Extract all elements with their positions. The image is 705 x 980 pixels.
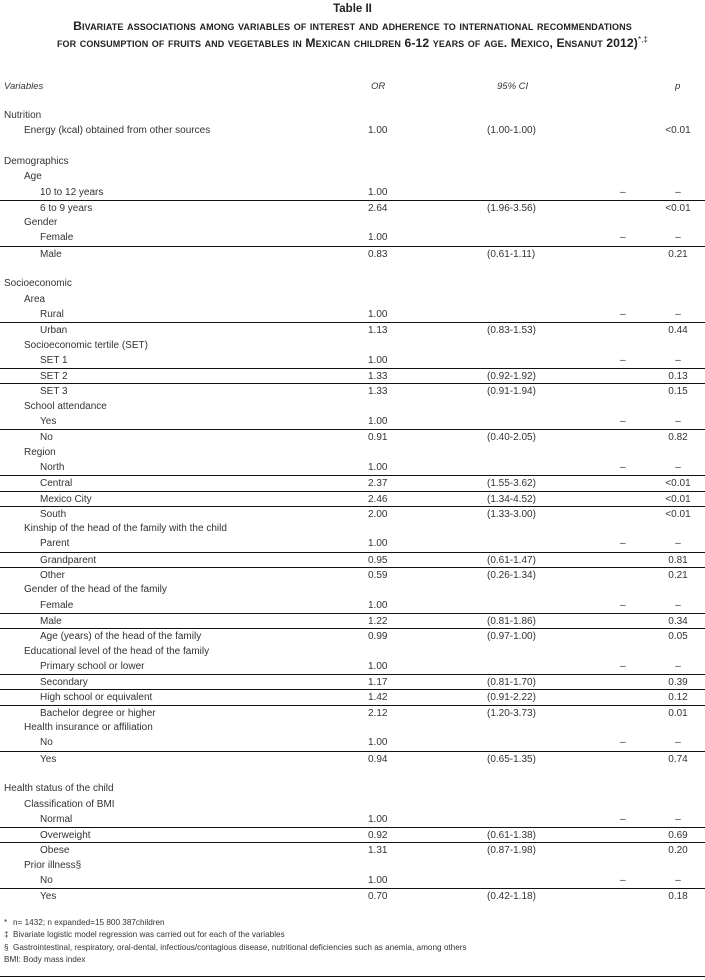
odds-ratio: 2.64 [368,202,388,214]
odds-ratio: 0.92 [368,830,388,842]
table-row [0,307,705,322]
row-label: Rural [40,308,64,320]
reference-dash: – [620,599,626,611]
row-label: 10 to 12 years [40,186,104,198]
reference-dash: – [620,813,626,825]
p-value: 0.34 [668,615,688,627]
table-row [0,827,705,843]
caption-footnote-marks: *,‡ [637,35,649,44]
odds-ratio: 0.91 [368,432,388,444]
table-row [0,613,705,629]
row-label: Urban [40,325,68,337]
row-label: Gender [24,217,58,229]
p-value: – [675,813,681,825]
bottom-rule [0,976,705,977]
p-value: 0.74 [668,753,688,765]
row-label: Female [40,599,74,611]
footnote-text: n= 1432; n expanded=15 800 387children [13,918,165,927]
p-value: – [675,308,681,320]
reference-dash: – [620,737,626,749]
p-value: 0.21 [668,570,688,581]
row-label: Central [40,478,73,490]
header-ci: 95% CI [497,81,529,92]
odds-ratio: 1.17 [368,677,388,689]
table-row [0,230,705,245]
p-value: – [675,599,681,611]
p-value: – [675,538,681,550]
odds-ratio: 2.12 [368,707,388,719]
odds-ratio: 1.00 [368,599,388,611]
footnote-mark: ‡ [4,930,9,940]
odds-ratio: 1.13 [368,325,388,337]
odds-ratio: 1.31 [368,845,388,857]
table-row [0,797,705,812]
reference-dash: – [620,232,626,244]
odds-ratio: 1.42 [368,692,388,704]
table-row [0,751,705,767]
row-label: Nutrition [4,110,42,121]
row-label: Area [24,293,46,305]
p-value: 0.81 [668,554,688,566]
reference-dash: – [620,461,626,473]
p-value: 0.01 [668,707,688,719]
row-label: Normal [40,813,73,825]
reference-dash: – [620,186,626,198]
odds-ratio: 1.00 [368,538,388,550]
row-label: Age (years) of the head of the family [40,631,202,643]
odds-ratio: 1.00 [368,308,388,320]
odds-ratio: 1.00 [368,813,388,825]
footnote [4,929,467,941]
confidence-interval: (0.61-1.47) [487,554,536,566]
confidence-interval: (1.20-3.73) [487,707,536,719]
table-row [0,429,705,445]
confidence-interval: (0.92-1.92) [487,371,536,383]
confidence-interval: (1.33-3.00) [487,508,536,520]
caption-text: for consumption of fruits and vegetables in Mexican children 6-12 years of age. Mexico, Ensanut 2012) [56,36,638,51]
row-label: Socioeconomic tertile (SET) [24,339,148,351]
spacer-row [0,139,705,154]
table-row [0,292,705,307]
confidence-interval: (1.55-3.62) [487,478,536,490]
row-label: Region [24,446,56,458]
header-or: OR [371,81,386,92]
odds-ratio: 0.83 [368,248,388,260]
table-row [0,873,705,888]
odds-ratio: 1.00 [368,875,388,886]
row-label: SET 1 [40,354,68,366]
row-label: Grandparent [40,554,97,566]
table-row [0,506,705,522]
p-value: 0.13 [668,371,688,383]
table-label: Table II [333,3,372,15]
p-value: <0.01 [665,508,691,520]
odds-ratio: 1.00 [368,354,388,366]
odds-ratio: 0.95 [368,554,388,566]
row-label: School attendance [24,400,107,412]
confidence-interval: (0.83-1.53) [487,325,536,337]
reference-dash: – [620,875,626,886]
row-label: Yes [40,416,57,427]
p-value: <0.01 [665,478,691,490]
row-label: Bachelor degree or higher [40,707,156,719]
row-label: Secondary [40,677,88,689]
table-row [0,460,705,475]
p-value: 0.21 [668,248,688,260]
table-row [0,720,705,735]
confidence-interval: (0.81-1.86) [487,615,536,627]
table-row [0,445,705,460]
spacer-row [0,261,705,276]
confidence-interval: (0.87-1.98) [487,845,536,857]
table-row [0,353,705,368]
footnote [4,942,467,954]
odds-ratio: 1.00 [368,232,388,244]
footnote-text: Gastrointestinal, respiratory, oral-dental, infectious/contagious disease, nutritional deficiencies such as anemia, among others [13,942,467,952]
table-row [0,322,705,338]
odds-ratio: 1.00 [368,186,388,198]
table-row [0,368,705,384]
row-label: Female [40,232,74,244]
odds-ratio: 1.00 [368,737,388,749]
reference-dash: – [620,354,626,366]
header-variables: Variables [4,81,44,92]
odds-ratio: 0.70 [368,891,388,903]
reference-dash: – [620,660,626,672]
row-label: Overweight [40,830,91,842]
p-value: <0.01 [665,125,691,137]
odds-ratio: 1.33 [368,371,388,383]
table-row [0,628,705,644]
table-row [0,200,705,216]
p-value: – [675,461,681,473]
table-row [0,475,705,491]
table-row [0,858,705,873]
table-row [0,185,705,200]
confidence-interval: (0.40-2.05) [487,432,536,444]
reference-dash: – [620,538,626,550]
p-value: 0.12 [668,692,688,704]
row-label: High school or equivalent [40,692,153,704]
table-row [0,582,705,597]
footnote-text: BMI: Body mass index [4,955,86,965]
row-label: Obese [40,845,70,857]
table-row [0,169,705,184]
row-label: Primary school or lower [40,660,145,672]
p-value: <0.01 [665,493,691,505]
footnote-mark: * [4,918,8,927]
table-row [0,842,705,858]
table-row [0,659,705,674]
table-row [0,781,705,796]
table-row [0,491,705,507]
table-row [0,644,705,659]
table-row [0,705,705,721]
table-row [0,108,705,123]
row-label: South [40,508,67,520]
odds-ratio: 0.59 [368,570,388,581]
table-row [0,123,705,138]
odds-ratio: 1.22 [368,615,388,627]
confidence-interval: (0.81-1.70) [487,677,536,689]
row-label: Gender of the head of the family [24,584,167,596]
row-label: Socioeconomic [4,278,72,290]
table-row [0,888,705,904]
p-value: 0.18 [668,891,688,903]
p-value: 0.82 [668,432,688,444]
footnote [4,917,467,929]
p-value: 0.05 [668,631,688,643]
p-value: – [675,416,681,427]
table-caption-line-2 [0,35,705,50]
table-row [0,567,705,583]
row-label: Classification of BMI [24,798,115,810]
row-label: Prior illness§ [24,859,82,871]
odds-ratio: 1.00 [368,461,388,473]
table-row [0,338,705,353]
p-value: 0.69 [668,830,688,842]
row-label: North [40,461,65,473]
confidence-interval: (1.00-1.00) [487,125,536,137]
spacer-row [0,766,705,781]
row-label: Male [40,615,62,627]
table-row [0,674,705,690]
row-label: Educational level of the head of the family [24,645,210,657]
table-row [0,399,705,414]
footnotes [4,917,467,967]
row-label: SET 3 [40,386,68,398]
row-label: Male [40,248,62,260]
confidence-interval: (0.42-1.18) [487,891,536,903]
p-value: 0.39 [668,677,688,689]
confidence-interval: (0.91-2.22) [487,692,536,704]
p-value: 0.44 [668,325,688,337]
row-label: Parent [40,538,70,550]
confidence-interval: (0.61-1.11) [487,248,536,260]
footnote [4,954,467,966]
row-label: Health insurance or affiliation [24,722,153,733]
table-row [0,521,705,536]
table-row [0,735,705,750]
row-label: Energy (kcal) obtained from other sources [24,125,211,137]
row-label: SET 2 [40,371,68,383]
p-value: 0.15 [668,386,688,398]
table-row [0,414,705,429]
confidence-interval: (1.34-4.52) [487,493,536,505]
footnote-text: Bivariate logistic model regression was carried out for each of the variables [13,930,285,940]
p-value: 0.20 [668,845,688,857]
reference-dash: – [620,416,626,427]
p-value: – [675,354,681,366]
row-label: Other [40,570,66,581]
table-row [0,552,705,568]
odds-ratio: 1.33 [368,386,388,398]
header-p: p [675,81,681,92]
odds-ratio: 2.00 [368,508,388,520]
table-caption-line-1: Bivariate associations among variables of interest and adherence to international recommendations [73,19,632,33]
confidence-interval: (0.65-1.35) [487,753,536,765]
row-label: No [40,737,53,749]
row-label: Age [24,171,42,183]
odds-ratio: 1.00 [368,416,388,427]
confidence-interval: (0.26-1.34) [487,570,536,581]
odds-ratio: 2.46 [368,493,388,505]
table-row [0,276,705,291]
row-label: Kinship of the head of the family with the child [24,523,227,535]
table-row [0,383,705,399]
table-row [0,536,705,551]
row-label: Health status of the child [4,783,114,795]
table-row [0,154,705,169]
footnote-mark: § [4,942,9,952]
row-label: No [40,432,53,444]
p-value: – [675,232,681,244]
confidence-interval: (0.91-1.94) [487,386,536,398]
p-value: – [675,186,681,198]
p-value: – [675,660,681,672]
reference-dash: – [620,308,626,320]
p-value: – [675,875,681,886]
p-value: <0.01 [665,202,691,214]
confidence-interval: (0.97-1.00) [487,631,536,643]
table-row [0,215,705,230]
row-label: No [40,875,53,886]
row-label: Yes [40,891,57,903]
table-row [0,598,705,613]
odds-ratio: 1.00 [368,125,388,137]
row-label: Demographics [4,155,69,167]
confidence-interval: (1.96-3.56) [487,202,536,214]
p-value: – [675,737,681,749]
table-row [0,689,705,705]
odds-ratio: 1.00 [368,660,388,672]
row-label: 6 to 9 years [40,202,93,214]
confidence-interval: (0.61-1.38) [487,830,536,842]
odds-ratio: 0.99 [368,631,388,643]
table-row [0,812,705,827]
row-label: Mexico City [40,493,92,505]
row-label: Yes [40,753,57,765]
odds-ratio: 0.94 [368,753,388,765]
table-row [0,246,705,262]
odds-ratio: 2.37 [368,478,388,490]
